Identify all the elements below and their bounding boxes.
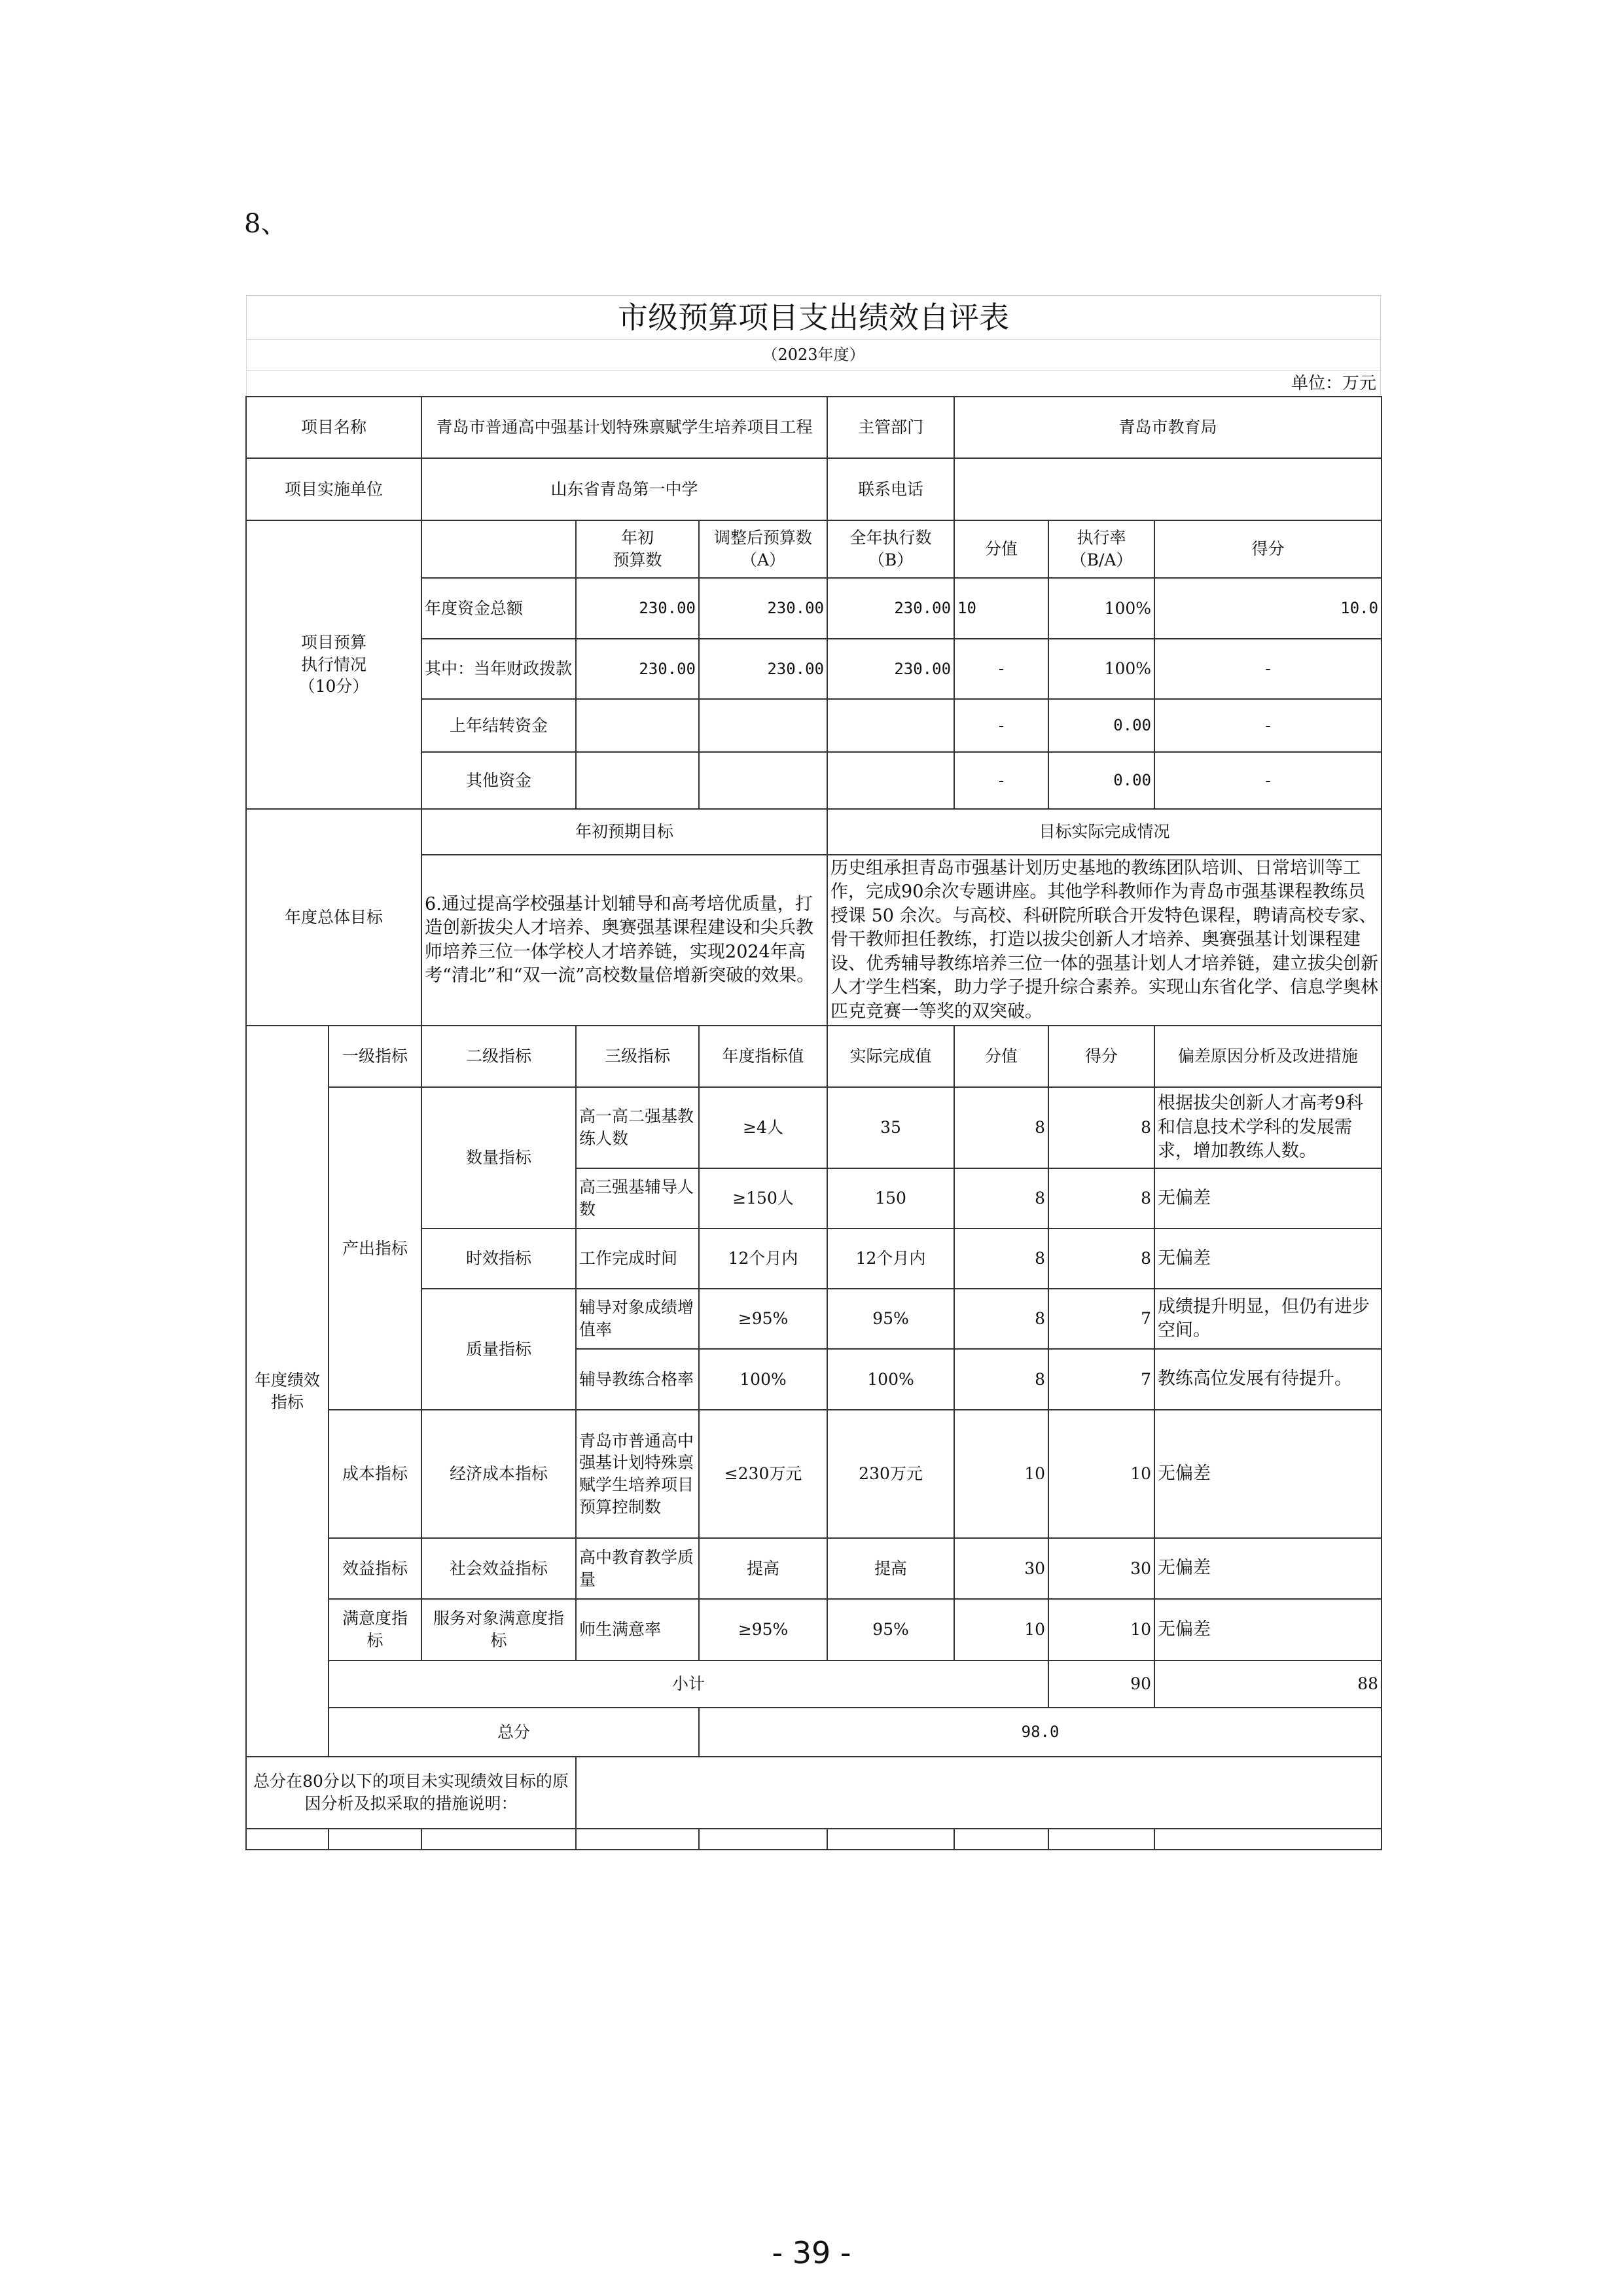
perf-target: ≥150人 [699,1168,827,1229]
perf-l2-quantity: 数量指标 [421,1087,576,1229]
below80-row [246,1757,1382,1829]
subtotal-score: 88 [1154,1660,1382,1708]
budget-header-rate: 执行率（B/A） [1048,520,1154,578]
below80-value [576,1757,1382,1829]
perf-note: 教练高位发展有待提升。 [1154,1349,1382,1410]
perf-l1-cost: 成本指标 [329,1410,421,1538]
perf-actual: 35 [827,1087,954,1168]
budget-score-value: - [954,699,1048,752]
budget-row-label: 年度资金总额 [421,578,576,639]
perf-target: 100% [699,1349,827,1410]
budget-initial [576,752,699,809]
perf-actual: 12个月内 [827,1229,954,1289]
perf-section-label: 年度绩效 指标 [246,1026,329,1757]
perf-l2-quality: 质量指标 [421,1289,576,1410]
perf-score-value: 10 [954,1599,1048,1660]
perf-target: ≥95% [699,1289,827,1349]
perf-l3: 工作完成时间 [576,1229,699,1289]
perf-score-value: 8 [954,1168,1048,1229]
perf-l3: 高一高二强基教练人数 [576,1087,699,1168]
budget-header-initial: 年初 预算数 [576,520,699,578]
perf-header-actual: 实际完成值 [827,1026,954,1087]
perf-target: 12个月内 [699,1229,827,1289]
perf-l3: 辅导对象成绩增值率 [576,1289,699,1349]
budget-score: - [1154,639,1382,699]
impl-unit-label: 项目实施单位 [246,458,421,520]
section-number: 8、 [244,209,287,239]
budget-executed [827,752,954,809]
perf-actual: 95% [827,1289,954,1349]
impl-unit-row [246,458,1382,520]
dept-value: 青岛市教育局 [954,397,1382,458]
page-number: - 39 - [772,2235,851,2270]
perf-l2-timeliness: 时效指标 [421,1229,576,1289]
perf-score: 8 [1048,1168,1154,1229]
perf-row [246,1410,1382,1538]
actual-goal-text: 历史组承担青岛市强基计划历史基地的教练团队培训、日常培训等工作，完成90余次专题讲座。其他学科教师作为青岛市强基课程教练员授课 50 余次。与高校、科研院所联合开发特色课程，聘请高校专家、骨干教师担任教练，打造以拔尖创新人才培养、奥赛强基计划课程建设、优秀辅导教练培养三位一体的强基计划人才培养链，建立拔尖创新人才学生档案，助力学子提升综合素养。实现山东省化学、信息学奥林匹克竞赛一等奖的双突破。 [827,855,1382,1026]
budget-adjusted: 230.00 [699,578,827,639]
budget-executed [827,699,954,752]
budget-header-score: 得分 [1154,520,1382,578]
perf-l2-econ-cost: 经济成本指标 [421,1410,576,1538]
perf-score-value: 30 [954,1538,1048,1599]
actual-goal-header: 目标实际完成情况 [827,809,1382,855]
budget-score: - [1154,752,1382,809]
budget-header-score-value: 分值 [954,520,1048,578]
budget-initial: 230.00 [576,578,699,639]
perf-l1-benefit: 效益指标 [329,1538,421,1599]
perf-header-l2: 二级指标 [421,1026,576,1087]
perf-row [246,1599,1382,1660]
planned-goal-text: 6.通过提高学校强基计划辅导和高考培优质量，打造创新拔尖人才培养、奥赛强基课程建设和尖兵教师培养三位一体学校人才培养链，实现2024年高考“清北”和“双一流”高校数量倍增新突破的效果。 [421,855,827,1026]
trailing-blank-row [246,1829,1382,1850]
budget-executed: 230.00 [827,578,954,639]
perf-score: 10 [1048,1599,1154,1660]
perf-score-value: 10 [954,1410,1048,1538]
perf-l3: 师生满意率 [576,1599,699,1660]
budget-header-adjusted: 调整后预算数 （A） [699,520,827,578]
perf-score-value: 8 [954,1289,1048,1349]
budget-header-row [246,520,1382,578]
perf-header-l3: 三级指标 [576,1026,699,1087]
perf-note: 无偏差 [1154,1599,1382,1660]
budget-section-label: 项目预算 执行情况 （10分） [246,520,421,809]
perf-score: 8 [1048,1229,1154,1289]
budget-score-value: 10 [954,578,1048,639]
budget-row-label: 其中：当年财政拨款 [421,639,576,699]
budget-row-label: 上年结转资金 [421,699,576,752]
perf-score: 7 [1048,1349,1154,1410]
perf-actual: 100% [827,1349,954,1410]
budget-initial: 230.00 [576,639,699,699]
perf-header-score: 得分 [1048,1026,1154,1087]
budget-score: - [1154,699,1382,752]
budget-initial [576,699,699,752]
budget-adjusted [699,699,827,752]
subtotal-score-value: 90 [1048,1660,1154,1708]
perf-target: ≥4人 [699,1087,827,1168]
evaluation-table [245,396,1382,1850]
project-name-value: 青岛市普通高中强基计划特殊禀赋学生培养项目工程 [421,397,827,458]
perf-score-value: 8 [954,1349,1048,1410]
budget-executed: 230.00 [827,639,954,699]
perf-header-note: 偏差原因分析及改进措施 [1154,1026,1382,1087]
perf-header-score-value: 分值 [954,1026,1048,1087]
perf-l3: 辅导教练合格率 [576,1349,699,1410]
perf-score-value: 8 [954,1229,1048,1289]
budget-adjusted: 230.00 [699,639,827,699]
perf-l3: 高中教育教学质量 [576,1538,699,1599]
budget-adjusted [699,752,827,809]
budget-rate: 100% [1048,639,1154,699]
perf-note: 成绩提升明显，但仍有进步空间。 [1154,1289,1382,1349]
phone-label: 联系电话 [827,458,954,520]
impl-unit-value: 山东省青岛第一中学 [421,458,827,520]
perf-target: 提高 [699,1538,827,1599]
perf-header-l1: 一级指标 [329,1026,421,1087]
perf-l2-service: 服务对象满意度指 标 [421,1599,576,1660]
perf-score: 30 [1048,1538,1154,1599]
perf-note: 无偏差 [1154,1168,1382,1229]
budget-header-blank [421,520,576,578]
perf-score: 7 [1048,1289,1154,1349]
perf-row [246,1538,1382,1599]
perf-row [246,1087,1382,1168]
below80-label: 总分在80分以下的项目未实现绩效目标的原因分析及拟采取的措施说明： [246,1757,576,1829]
year-label: （2023年度） [246,339,1381,370]
perf-actual: 150 [827,1168,954,1229]
perf-header-row [246,1026,1382,1087]
perf-score: 8 [1048,1087,1154,1168]
perf-note: 无偏差 [1154,1538,1382,1599]
perf-header-target: 年度指标值 [699,1026,827,1087]
unit-text: 单位：万元 [1291,374,1376,393]
budget-score-value: - [954,752,1048,809]
total-row [246,1708,1382,1757]
goal-header-row [246,809,1382,855]
perf-actual: 提高 [827,1538,954,1599]
perf-note: 无偏差 [1154,1410,1382,1538]
perf-l1-satisfaction: 满意度指 标 [329,1599,421,1660]
dept-label: 主管部门 [827,397,954,458]
perf-l2-social: 社会效益指标 [421,1538,576,1599]
perf-score-value: 8 [954,1087,1048,1168]
total-value: 98.0 [699,1708,1382,1757]
subtotal-row [246,1660,1382,1708]
perf-actual: 230万元 [827,1410,954,1538]
perf-score: 10 [1048,1410,1154,1538]
budget-rate: 0.00 [1048,752,1154,809]
phone-value [954,458,1382,520]
perf-target: ≥95% [699,1599,827,1660]
project-name-label: 项目名称 [246,397,421,458]
budget-header-executed: 全年执行数 （B） [827,520,954,578]
perf-note: 无偏差 [1154,1229,1382,1289]
total-label: 总分 [329,1708,699,1757]
perf-l1-output: 产出指标 [329,1087,421,1410]
budget-rate: 0.00 [1048,699,1154,752]
perf-l3: 青岛市普通高中强基计划特殊禀赋学生培养项目预算控制数 [576,1410,699,1538]
perf-l3: 高三强基辅导人数 [576,1168,699,1229]
budget-rate: 100% [1048,578,1154,639]
perf-actual: 95% [827,1599,954,1660]
budget-score: 10.0 [1154,578,1382,639]
budget-score-value: - [954,639,1048,699]
budget-row-label: 其他资金 [421,752,576,809]
unit-label [246,370,1381,397]
perf-note: 根据拔尖创新人才高考9科和信息技术学科的发展需求，增加教练人数。 [1154,1087,1382,1168]
perf-target: ≤230万元 [699,1410,827,1538]
subtotal-label: 小计 [329,1660,1048,1708]
form-title: 市级预算项目支出绩效自评表 [246,295,1381,339]
annual-goal-label: 年度总体目标 [246,809,421,1026]
planned-goal-header: 年初预期目标 [421,809,827,855]
project-name-row [246,397,1382,458]
